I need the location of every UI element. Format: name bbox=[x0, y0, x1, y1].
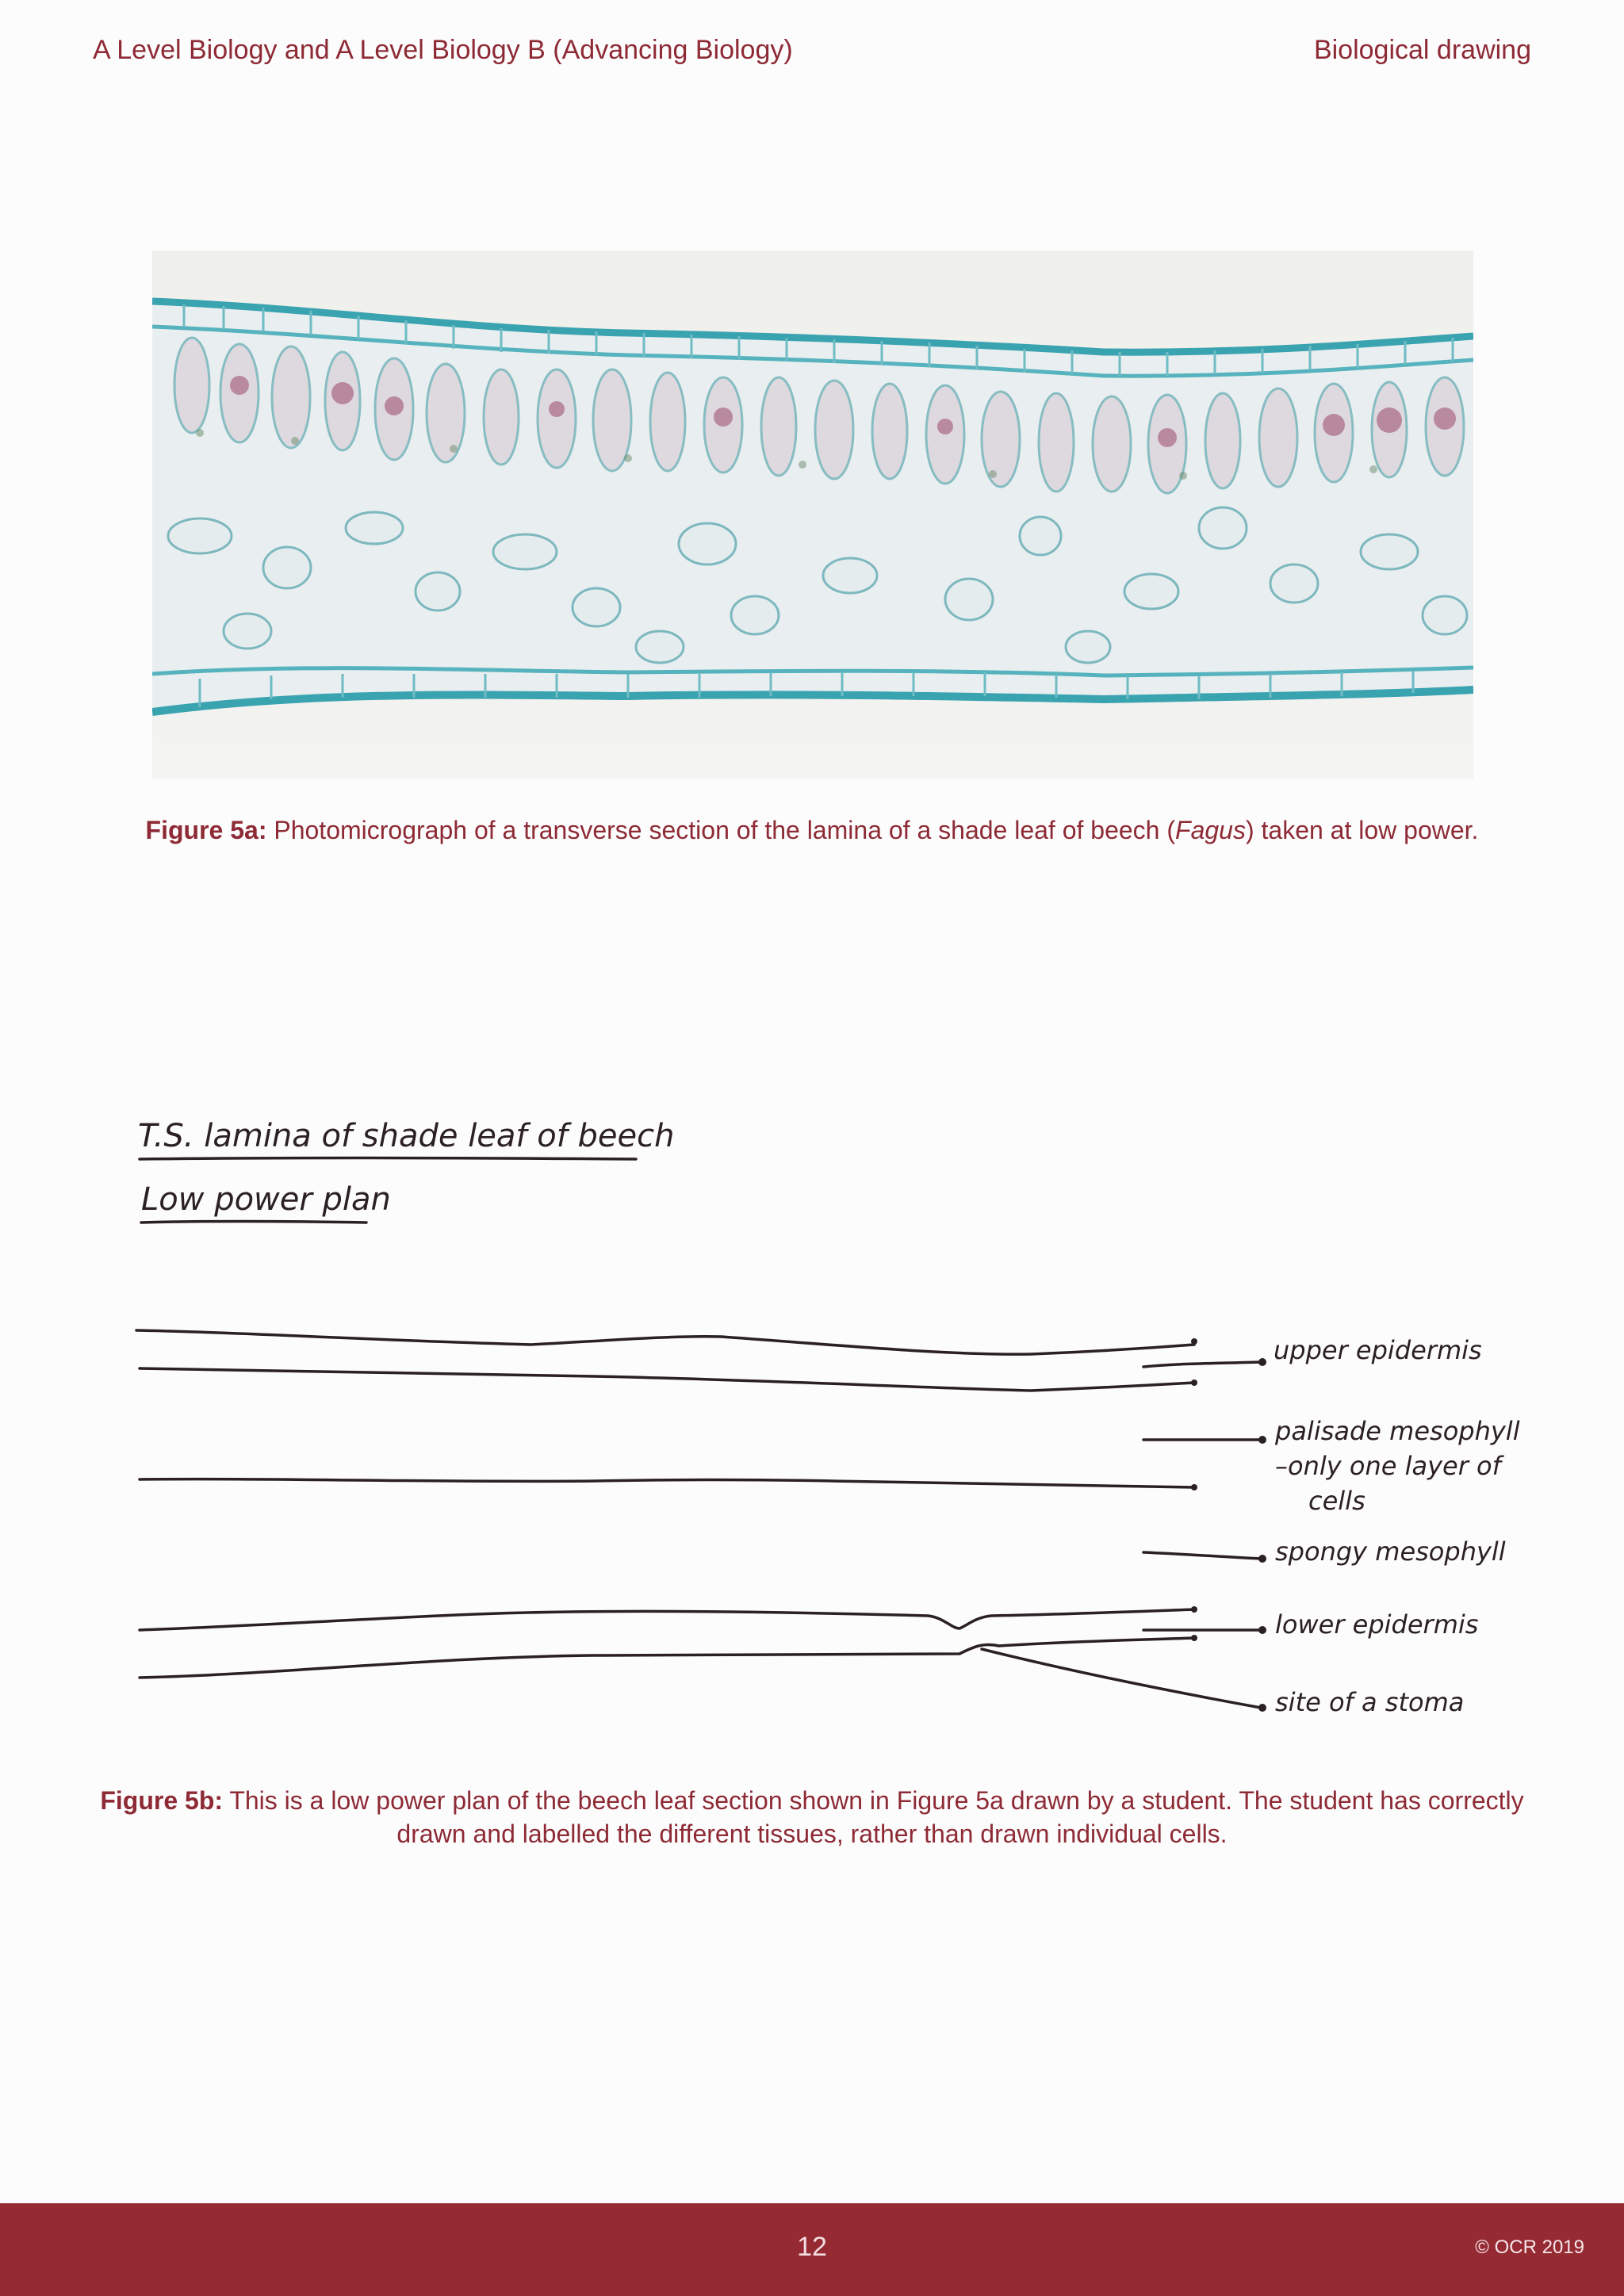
document-title: A Level Biology and A Level Biology B (Advancing Biology) bbox=[93, 35, 793, 65]
label-lower-epidermis: lower epidermis bbox=[1275, 1609, 1479, 1640]
low-power-plan-drawing bbox=[119, 1102, 1538, 1744]
drawing-title: T.S. lamina of shade leaf of beech bbox=[138, 1118, 675, 1154]
label-palisade-line1: palisade mesophyll bbox=[1275, 1416, 1520, 1446]
figure-5b-text: This is a low power plan of the beech leaf section shown in Figure 5a drawn by a student. The student has correctly drawn and labelled the different tissues, rather than drawn individual cells. bbox=[223, 1786, 1524, 1848]
figure-5b-label: Figure 5b: bbox=[100, 1786, 224, 1815]
label-palisade-line3: cells bbox=[1308, 1486, 1365, 1516]
figure-5a-genus: Fagus bbox=[1175, 816, 1246, 844]
label-spongy-mesophyll: spongy mesophyll bbox=[1275, 1536, 1506, 1567]
figure-5a-label: Figure 5a: bbox=[145, 816, 267, 844]
figure-5b-caption bbox=[79, 1784, 1545, 1850]
figure-5a-text-before: Photomicrograph of a transverse section of the lamina of a shade leaf of beech ( bbox=[266, 816, 1176, 844]
label-site-of-stoma: site of a stoma bbox=[1275, 1687, 1465, 1717]
section-title: Biological drawing bbox=[1313, 35, 1531, 65]
copyright-notice: © OCR 2019 bbox=[1475, 2237, 1584, 2258]
drawing-subtitle: Low power plan bbox=[141, 1181, 391, 1218]
label-palisade-line2: –only one layer of bbox=[1275, 1451, 1501, 1481]
figure-5a-caption bbox=[79, 813, 1545, 847]
leaf-photomicrograph bbox=[152, 251, 1473, 779]
page-number: 12 bbox=[797, 2232, 827, 2262]
label-upper-epidermis: upper epidermis bbox=[1274, 1335, 1482, 1365]
page-footer bbox=[0, 2203, 1624, 2296]
figure-5a-text-after: ) taken at low power. bbox=[1245, 816, 1479, 844]
